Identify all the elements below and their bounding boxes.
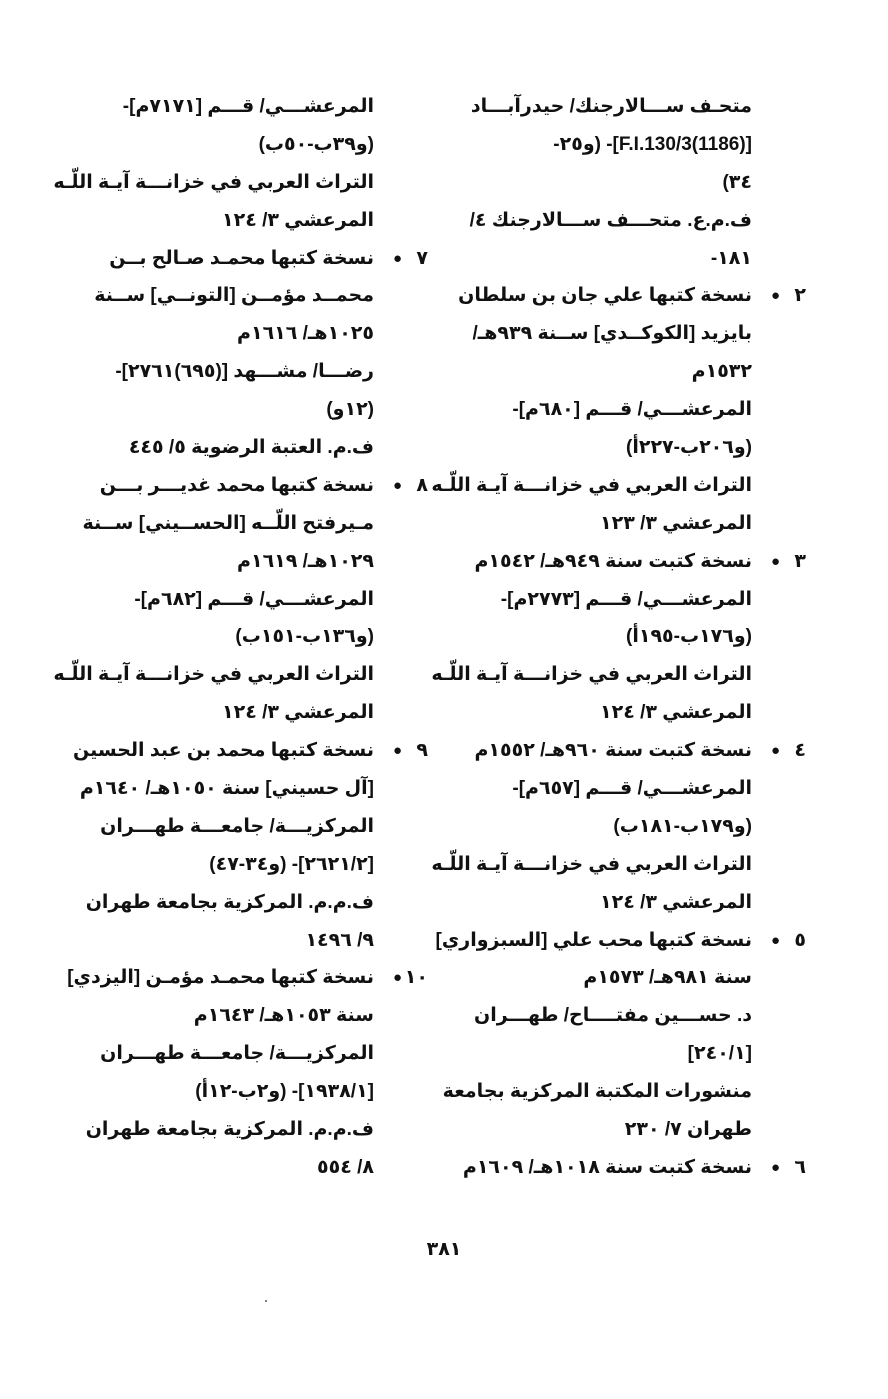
bullet-icon: ● [392, 249, 402, 267]
entry-text: نسخة كتبها محب علي [السبزواري] [435, 929, 752, 951]
entry-text: نسخة كتبها محمد غديـــر بـــن [99, 474, 374, 496]
entry-text: نسخة كتبت سنة ٩٦٠هـ/ ١٥٥٢م [474, 740, 752, 762]
text-line: (و١٣٦ب-١٥١ب) [235, 626, 374, 648]
entry-number: ٢ [794, 285, 806, 307]
text-line: د. حســـين مفتــــاح/ طهـــران [474, 1005, 752, 1027]
text-line: [٢٤٠/١] [687, 1043, 752, 1065]
text-line: (و١٧٦ب-١٩٥أ) [626, 626, 752, 648]
text-line: [٢٦٢١/٢]- (و٣٤-٤٧) [209, 853, 374, 875]
text-line: (و١٧٩ب-١٨١ب) [613, 815, 752, 837]
entry-text: نسخة كتبها علي جان بن سلطان [458, 285, 752, 307]
text-line: المرعشي ٣/ ١٢٤ [222, 702, 374, 724]
text-line: محمــد مؤمــن [التونــي] ســنة [94, 285, 374, 307]
text-line: ف.م. العتبة الرضوية ٥/ ٤٤٥ [128, 437, 374, 459]
text-line: [آل حسيني] سنة ١٠٥٠هـ/ ١٦٤٠م [79, 778, 374, 800]
bullet-icon: ● [770, 742, 780, 760]
text-line: [(1186)F.I.130/3]- (و٢٥- [553, 133, 752, 155]
text-line: ١٠٢٥هـ/ ١٦١٦م [237, 323, 374, 345]
text-line: منشورات المكتبة المركزية بجامعة [442, 1081, 752, 1103]
text-line: (و٢٠٦ب-٢٢٧أ) [626, 437, 752, 459]
bullet-icon: ● [392, 742, 402, 760]
text-line: التراث العربي في خزانـــة آيـة اللّـه [53, 171, 374, 193]
bullet-icon: ● [392, 969, 402, 987]
text-line: رضـــا/ مشـــهد [(٦٩٥)٢٧٦١]- [115, 361, 374, 383]
text-line: سنة ٩٨١هـ/ ١٥٧٣م [583, 967, 752, 989]
entry-number: ٥ [794, 929, 806, 951]
text-line: ف.م.م. المركزية بجامعة طهران [85, 891, 374, 913]
entry-line [73, 732, 428, 770]
entry-number: ٧ [416, 247, 428, 269]
text-line: المرعشـــي/ قـــم [٦٨٠م]- [512, 399, 752, 421]
right-column [431, 88, 806, 1187]
entry-line [467, 543, 806, 581]
entry-number: ١٠ [404, 967, 428, 989]
entry-line [67, 959, 428, 997]
entry-line [84, 467, 428, 505]
text-line: المركزيـــة/ جامعـــة طهـــران [100, 1043, 374, 1065]
text-line: ١٠٢٩هـ/ ١٦١٩م [237, 550, 374, 572]
text-line: سنة ١٠٥٣هـ/ ١٦٤٣م [193, 1005, 374, 1027]
bullet-icon: ● [770, 552, 780, 570]
text-line: المرعشي ٣/ ١٢٤ [600, 891, 752, 913]
entry-text: نسخة كتبها محمـد صـالح بــن [109, 247, 374, 269]
entry-text: نسخة كتبها محمـد مؤمـن [اليزدي] [67, 967, 374, 989]
entry-number: ٨ [416, 474, 428, 496]
entry-number: ٦ [794, 1156, 806, 1178]
entry-text: نسخة كتبها محمد بن عبد الحسين [73, 740, 374, 762]
text-line: متحـف ســـالارجنك/ حيدرآبـــاد [470, 96, 752, 117]
page-number: ٣٨١ [426, 1239, 462, 1260]
text-line: مـيرفتح اللّــه [الحســيني] ســنة [82, 512, 374, 534]
text-line: ف.م.م. المركزية بجامعة طهران [85, 1119, 374, 1141]
text-line: ف.م.ع. متحـــف ســـالارجنك ٤/ [469, 209, 752, 231]
text-line: ٨/ ٥٥٤ [317, 1156, 374, 1178]
entry-number: ٤ [794, 740, 806, 762]
left-column [53, 88, 428, 1187]
entry-text: نسخة كتبت سنة ١٠١٨هـ/ ١٦٠٩م [462, 1156, 752, 1178]
entry-line [462, 1149, 806, 1187]
scan-speck [265, 1300, 267, 1302]
text-line: ٣٤) [722, 171, 752, 193]
text-line: المرعشـــي/ قـــم [٧١٧١م]- [122, 96, 374, 117]
text-line: التراث العربي في خزانـــة آيـة اللّـه [431, 853, 752, 875]
bullet-icon: ● [770, 287, 780, 305]
text-line: المرعشـــي/ قـــم [٦٥٧م]- [512, 778, 752, 800]
text-line: المركزيـــة/ جامعـــة طهـــران [100, 815, 374, 837]
text-line: المرعشي ٣/ ١٢٤ [222, 209, 374, 231]
text-line: التراث العربي في خزانـــة آيـة اللّـه [431, 664, 752, 686]
text-line: المرعشـــي/ قـــم [٢٧٧٣م]- [500, 588, 752, 610]
text-line: طهران ٧/ ٢٣٠ [624, 1119, 752, 1141]
entry-line [467, 732, 806, 770]
text-line: بايزيد [الكوكــدي] ســنة ٩٣٩هـ/ [472, 323, 752, 345]
text-line: المرعشي ٣/ ١٢٣ [600, 512, 752, 534]
bullet-icon: ● [770, 1158, 780, 1176]
text-line: المرعشـــي/ قـــم [٦٨٢م]- [134, 588, 374, 610]
bullet-icon: ● [392, 476, 402, 494]
text-line: [١٩٣٨/١]- (و٢ب-١٢أ) [195, 1081, 374, 1103]
entry-text: نسخة كتبت سنة ٩٤٩هـ/ ١٥٤٢م [474, 550, 752, 572]
entry-line [435, 922, 806, 960]
text-line: (و٣٩ب-٥٠ب) [258, 133, 374, 155]
text-line: التراث العربي في خزانـــة آيـة اللّـه [53, 664, 374, 686]
text-line: ١٨١- [710, 247, 752, 269]
entry-number: ٩ [416, 740, 428, 762]
text-line: ٩/ ١٤٩٦ [305, 929, 374, 951]
bullet-icon: ● [770, 931, 780, 949]
entry-number: ٣ [794, 550, 806, 572]
text-line: (١٢و) [326, 399, 374, 421]
text-line: التراث العربي في خزانـــة آيـة اللّـه [431, 474, 752, 496]
text-line: المرعشي ٣/ ١٢٤ [600, 702, 752, 724]
entry-line [458, 277, 806, 315]
entry-line [84, 240, 428, 278]
text-line: ١٥٣٢م [691, 361, 752, 383]
